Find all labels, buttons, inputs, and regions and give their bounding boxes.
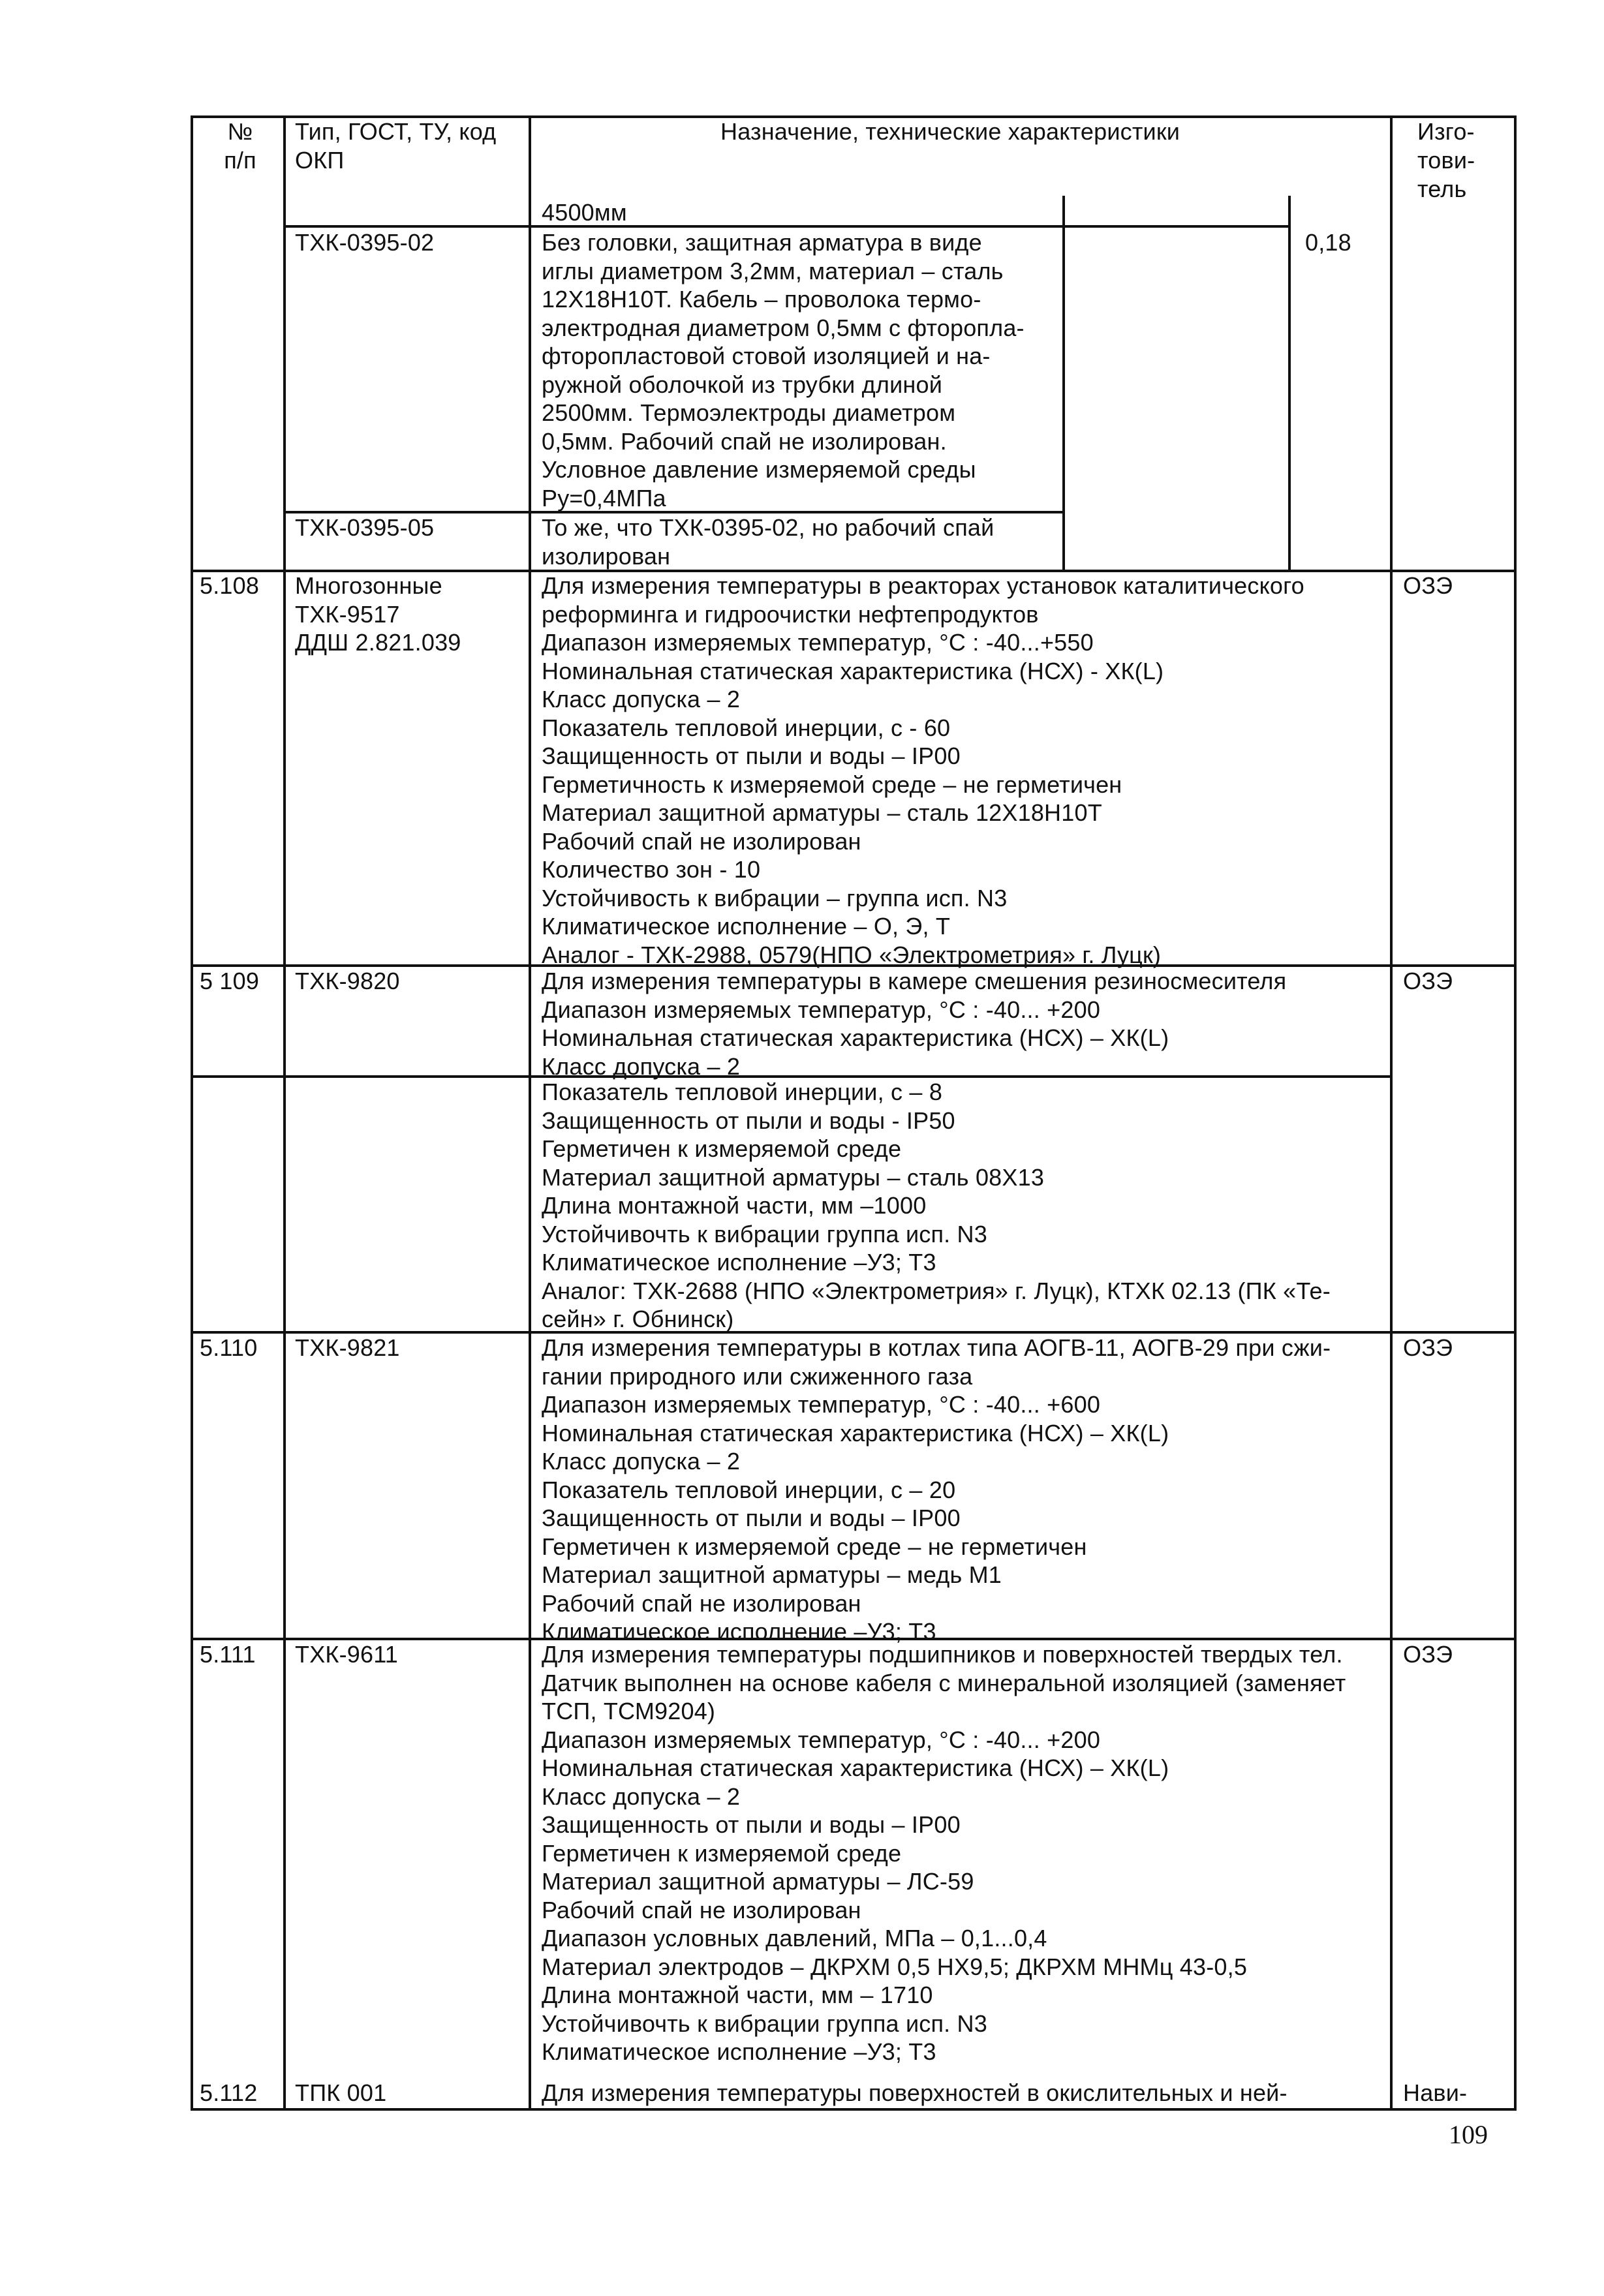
rule-right: [1514, 115, 1517, 2111]
desc-line: Защищенность от пыли и воды – IP00: [542, 1811, 961, 1838]
rule-inner-a: [1062, 196, 1065, 570]
desc-line: Рабочий спай не изолирован: [542, 1589, 861, 1617]
desc-line: Защищенность от пыли и воды – IP00: [542, 1505, 961, 1531]
desc-line: Аналог: ТХК-2688 (НПО «Электрометрия» г. Луцк), КТХК 02.13 (ПК «Те-: [542, 1277, 1331, 1304]
rule-col2: [529, 115, 531, 2111]
sub2-description: [542, 513, 994, 570]
desc-line: Климатическое исполнение –У3; Т3: [542, 1249, 936, 1276]
row-5108-type: [295, 572, 461, 657]
desc-line: сейн» г. Обнинск): [542, 1306, 734, 1332]
desc-line: Условное давление измеряемой среды: [542, 456, 976, 483]
desc-line: Климатическое исполнение – О, Э, Т: [542, 913, 951, 940]
row-5112-type: [295, 2079, 386, 2107]
desc-line: Номинальная статическая характеристика (НСХ) – ХК(L): [542, 1419, 1169, 1446]
desc-line: Длина монтажной части, мм –1000: [542, 1192, 927, 1219]
desc-line: Для измерения температуры поверхностей в окислительных и ней-: [542, 2079, 1288, 2106]
row-5109-number: 5 109: [200, 968, 260, 994]
desc-line: Показатель тепловой инерции, с - 60: [542, 714, 951, 741]
desc-line: Для измерения температуры в котлах типа АОГВ-11, АОГВ-29 при сжи-: [542, 1334, 1331, 1361]
desc-line: Класс допуска – 2: [542, 1783, 741, 1810]
desc-line: Материал защитной арматуры – сталь 08Х13: [542, 1163, 1045, 1191]
desc-line: Количество зон - 10: [542, 856, 761, 883]
desc-line: Для измерения температуры подшипников и поверхностей твердых тел.: [542, 1641, 1343, 1668]
desc-line: Материал защитной арматуры – медь М1: [542, 1561, 1002, 1588]
type-line: ТХК-9820: [295, 968, 400, 994]
type-line: ДДШ 2.821.039: [295, 629, 461, 656]
type-line: ТПК 001: [295, 2079, 387, 2106]
desc-line: Диапазон измеряемых температур, °С : -40... +600: [542, 1391, 1101, 1418]
row-5112-maker: Нави-: [1403, 2079, 1468, 2106]
header-number-line: №: [227, 118, 253, 145]
row-5111-number: 5.111: [200, 1641, 256, 1668]
desc-line: Номинальная статическая характеристика (НСХ) - ХК(L): [542, 657, 1164, 684]
row-5112-description: [542, 2079, 1288, 2107]
header-maker-line: тови-: [1417, 147, 1475, 174]
desc-line: ружной оболочкой из трубки длиной: [542, 371, 943, 398]
desc-line: Устойчивочть к вибрации группа исп. N3: [542, 1220, 987, 1247]
desc-line: Диапазон измеряемых температур, °С : -40... +200: [542, 996, 1101, 1023]
desc-line: Показатель тепловой инерции, с – 8: [542, 1079, 943, 1105]
desc-line: электродная диаметром 0,5мм с фторопла-: [542, 314, 1025, 341]
desc-line: изолирован: [542, 542, 671, 570]
desc-line: иглы диаметром 3,2мм, материал – сталь: [542, 257, 1004, 284]
sub2-type: ТХК-0395-05: [295, 514, 435, 541]
desc-line: Устойчивочть к вибрации группа исп. N3: [542, 2010, 987, 2037]
desc-line: Для измерения температуры в реакторах установок каталитического: [542, 572, 1304, 599]
desc-line: Класс допуска – 2: [542, 1052, 741, 1080]
rule-col3: [1390, 115, 1393, 2111]
rule-left: [191, 115, 193, 2111]
desc-line: Материал электродов – ДКРХМ 0,5 НХ9,5; ДКРХМ МНМц 43-0,5: [542, 1953, 1248, 1980]
row-5111-type: [295, 1640, 398, 1669]
header-number-line: п/п: [224, 147, 256, 174]
type-line: ТХК-9821: [295, 1334, 400, 1361]
header-maker-line: Изго-: [1417, 118, 1475, 145]
desc-line: реформинга и гидроочистки нефтепродуктов: [542, 600, 1039, 628]
row-5111-maker: ОЗЭ: [1403, 1641, 1453, 1668]
desc-line: Номинальная статическая характеристика (НСХ) – ХК(L): [542, 1754, 1169, 1781]
desc-line: Диапазон измеряемых температур, °С : -40... +200: [542, 1726, 1101, 1753]
rule-bottom: [191, 2108, 1517, 2111]
header-maker-line: тель: [1417, 176, 1467, 202]
desc-line: Герметичен к измеряемой среде – не герметичен: [542, 1533, 1087, 1560]
row-5110-type: [295, 1334, 400, 1362]
header-number: [214, 117, 266, 175]
desc-line: Устойчивость к вибрации – группа исп. N3: [542, 884, 1008, 911]
row-5110-maker: ОЗЭ: [1403, 1334, 1453, 1361]
header-type-line: Тип, ГОСТ, ТУ, код: [295, 118, 497, 145]
desc-line: Климатическое исполнение –У3; Т3: [542, 1618, 936, 1645]
desc-line: Герметичен к измеряемой среде: [542, 1839, 902, 1867]
row-5109-description-cont: [542, 1078, 1331, 1334]
desc-line: Рабочий спай не изолирован: [542, 1896, 861, 1923]
header-maker: [1417, 117, 1475, 204]
desc-line: Класс допуска – 2: [542, 1448, 741, 1475]
desc-line: Без головки, защитная арматура в виде: [542, 229, 982, 256]
desc-line: То же, что ТХК-0395-02, но рабочий спай: [542, 514, 995, 541]
rule-col1: [283, 115, 286, 2111]
page-number: 109: [1449, 2120, 1488, 2149]
row-5108-number: 5.108: [200, 572, 260, 599]
desc-line: Рабочий спай не изолирован: [542, 827, 861, 855]
desc-line: Материал защитной арматуры – сталь 12Х18Н10Т: [542, 799, 1102, 826]
desc-line: 12Х18Н10Т. Кабель – проволока термо-: [542, 286, 981, 313]
desc-line: Климатическое исполнение –У3; Т3: [542, 2038, 936, 2065]
header-description: Назначение, технические характеристики: [720, 118, 1180, 145]
type-line: ТХК-9611: [295, 1641, 398, 1668]
sub1-description: [542, 228, 1025, 512]
sub1-type: ТХК-0395-02: [295, 229, 435, 256]
desc-line: Аналог - ТХК-2988, 0579(НПО «Электрометрия» г. Луцк): [542, 941, 1162, 968]
rule-inner-b: [1288, 196, 1291, 570]
row-5109-maker: ОЗЭ: [1403, 968, 1453, 994]
desc-line: Материал защитной арматуры – ЛС-59: [542, 1868, 974, 1895]
rule-sub1-top: [283, 225, 1291, 228]
row-5110-description: [542, 1334, 1331, 1646]
desc-line: Класс допуска – 2: [542, 686, 741, 712]
desc-line: Диапазон условных давлений, МПа – 0,1...0,4: [542, 1925, 1047, 1952]
desc-line: Длина монтажной части, мм – 1710: [542, 1982, 933, 2008]
row-5110-number: 5.110: [200, 1334, 258, 1361]
header-type-line: ОКП: [295, 147, 345, 174]
cont-top-line: 4500мм: [542, 199, 627, 226]
row-5108-maker: ОЗЭ: [1403, 572, 1453, 599]
row-5109-type: [295, 967, 400, 996]
desc-line: Герметичность к измеряемой среде – не герметичен: [542, 771, 1122, 798]
desc-line: Номинальная статическая характеристика (НСХ) – ХК(L): [542, 1024, 1169, 1051]
desc-line: Защищенность от пыли и воды – IP00: [542, 742, 961, 769]
desc-line: гании природного или сжиженного газа: [542, 1362, 973, 1390]
desc-line: фторопластовой стовой изоляцией и на-: [542, 343, 991, 369]
sub1-value: 0,18: [1305, 229, 1351, 256]
desc-line: 0,5мм. Рабочий спай не изолирован.: [542, 427, 947, 455]
desc-line: Для измерения температуры в камере смешения резиносмесителя: [542, 968, 1287, 994]
desc-line: ТСП, ТСМ9204): [542, 1698, 716, 1724]
desc-line: Датчик выполнен на основе кабеля с минеральной изоляцией (заменяет: [542, 1669, 1346, 1696]
header-type: [295, 117, 496, 175]
desc-line: Защищенность от пыли и воды - IP50: [542, 1107, 955, 1134]
desc-line: Ру=0,4МПа: [542, 484, 666, 512]
desc-line: Показатель тепловой инерции, с – 20: [542, 1476, 956, 1503]
row-5109-description: [542, 967, 1286, 1080]
type-line: ТХК-9517: [295, 600, 400, 628]
desc-line: 2500мм. Термоэлектроды диаметром: [542, 399, 956, 426]
desc-line: Диапазон измеряемых температур, °С : -40...+550: [542, 629, 1094, 656]
row-5111-description: [542, 1640, 1346, 2066]
desc-line: Герметичен к измеряемой среде: [542, 1135, 902, 1162]
row-5112-number: 5.112: [200, 2079, 258, 2106]
type-line: Многозонные: [295, 572, 442, 599]
row-5108-description: [542, 572, 1304, 969]
